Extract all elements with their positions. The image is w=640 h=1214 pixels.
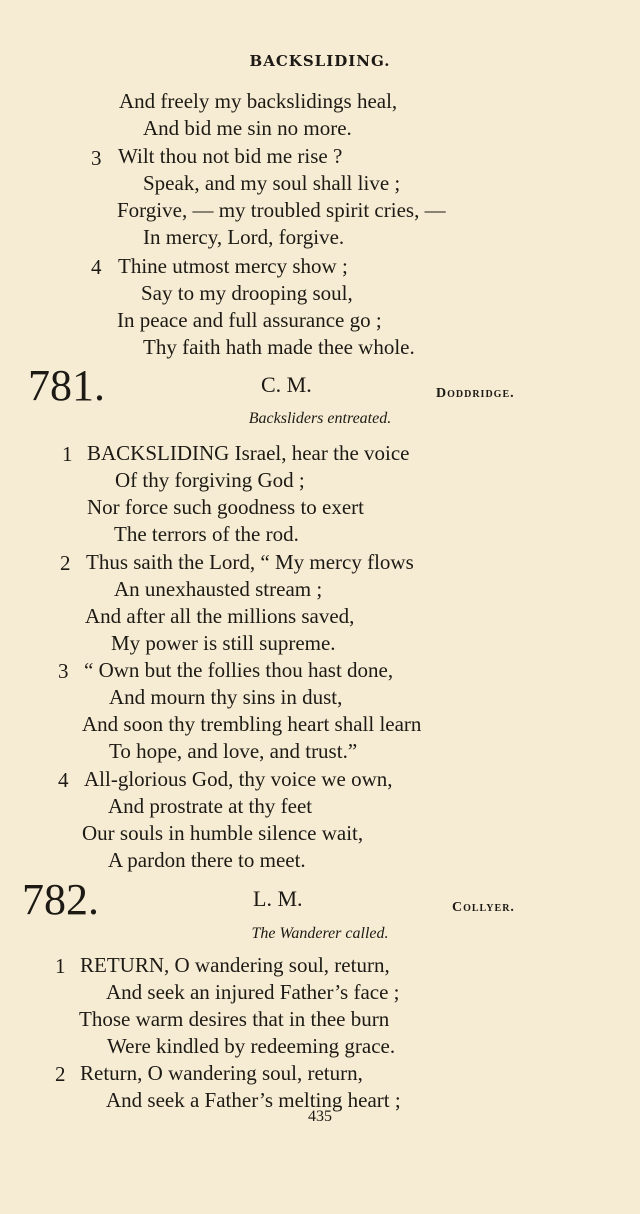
verse-number: 2 xyxy=(60,551,71,575)
verse-line: Those warm desires that in thee burn xyxy=(79,1007,390,1031)
verse-line: And seek an injured Father’s face ; xyxy=(106,980,400,1004)
verse-line: Say to my drooping soul, xyxy=(141,281,353,305)
verse-number: 3 xyxy=(58,659,69,683)
verse-number: 4 xyxy=(58,768,69,792)
verse-line: And freely my backslidings heal, xyxy=(119,89,398,113)
hymn-number: 782. xyxy=(22,875,99,924)
hymn-meter: L. M. xyxy=(253,886,303,911)
verse-line: Speak, and my soul shall live ; xyxy=(143,171,401,195)
verse-line: Return, O wandering soul, return, xyxy=(80,1061,363,1085)
hymn-subtitle: Backsliders entreated. xyxy=(248,410,392,427)
hymn-author: Doddridge. xyxy=(436,386,515,401)
verse-line: RETURN, O wandering soul, return, xyxy=(80,953,390,977)
verse-line: Thine utmost mercy show ; xyxy=(118,254,348,278)
verse-line: All-glorious God, thy voice we own, xyxy=(84,767,393,791)
verse-line: And mourn thy sins in dust, xyxy=(109,685,343,709)
verse-line: Our souls in humble silence wait, xyxy=(82,821,364,845)
verse-number: 3 xyxy=(91,146,102,170)
verse-number: 1 xyxy=(55,954,66,978)
verse-line: Thus saith the Lord, “ My mercy flows xyxy=(86,550,414,574)
verse-line: And soon thy trembling heart shall learn xyxy=(82,712,422,736)
verse-line: To hope, and love, and trust.” xyxy=(109,739,358,763)
verse-line: And seek a Father’s melting heart ; xyxy=(106,1088,401,1112)
verse-line: And bid me sin no more. xyxy=(143,116,352,140)
verse-line: “ Own but the follies thou hast done, xyxy=(84,658,394,682)
page-number: 435 xyxy=(308,1108,332,1125)
verse-line: Thy faith hath made thee whole. xyxy=(143,335,415,359)
verse-line: And after all the millions saved, xyxy=(85,604,355,628)
hymn-meter: C. M. xyxy=(261,372,312,397)
verse-line: In mercy, Lord, forgive. xyxy=(143,225,345,249)
verse-number: 4 xyxy=(91,255,102,279)
verse-line: Were kindled by redeeming grace. xyxy=(107,1034,396,1058)
hymn-author: Collyer. xyxy=(452,900,515,915)
verse-line: The terrors of the rod. xyxy=(114,522,299,546)
verse-number: 1 xyxy=(62,442,73,466)
verse-number: 2 xyxy=(55,1062,66,1086)
verse-line: In peace and full assurance go ; xyxy=(117,308,382,332)
verse-line: A pardon there to meet. xyxy=(108,848,306,872)
verse-line: My power is still supreme. xyxy=(111,631,336,655)
verse-line: Nor force such goodness to exert xyxy=(87,495,364,519)
hymn-number: 781. xyxy=(28,361,105,410)
verse-line: Wilt thou not bid me rise ? xyxy=(118,144,343,168)
verse-line: Of thy forgiving God ; xyxy=(115,468,305,492)
verse-line: Forgive, — my troubled spirit cries, — xyxy=(117,198,446,222)
running-head: BACKSLIDING. xyxy=(249,52,391,70)
verse-line: And prostrate at thy feet xyxy=(108,794,313,818)
hymn-subtitle: The Wanderer called. xyxy=(251,925,389,942)
verse-line: An unexhausted stream ; xyxy=(114,577,323,601)
verse-line: BACKSLIDING Israel, hear the voice xyxy=(87,441,410,465)
